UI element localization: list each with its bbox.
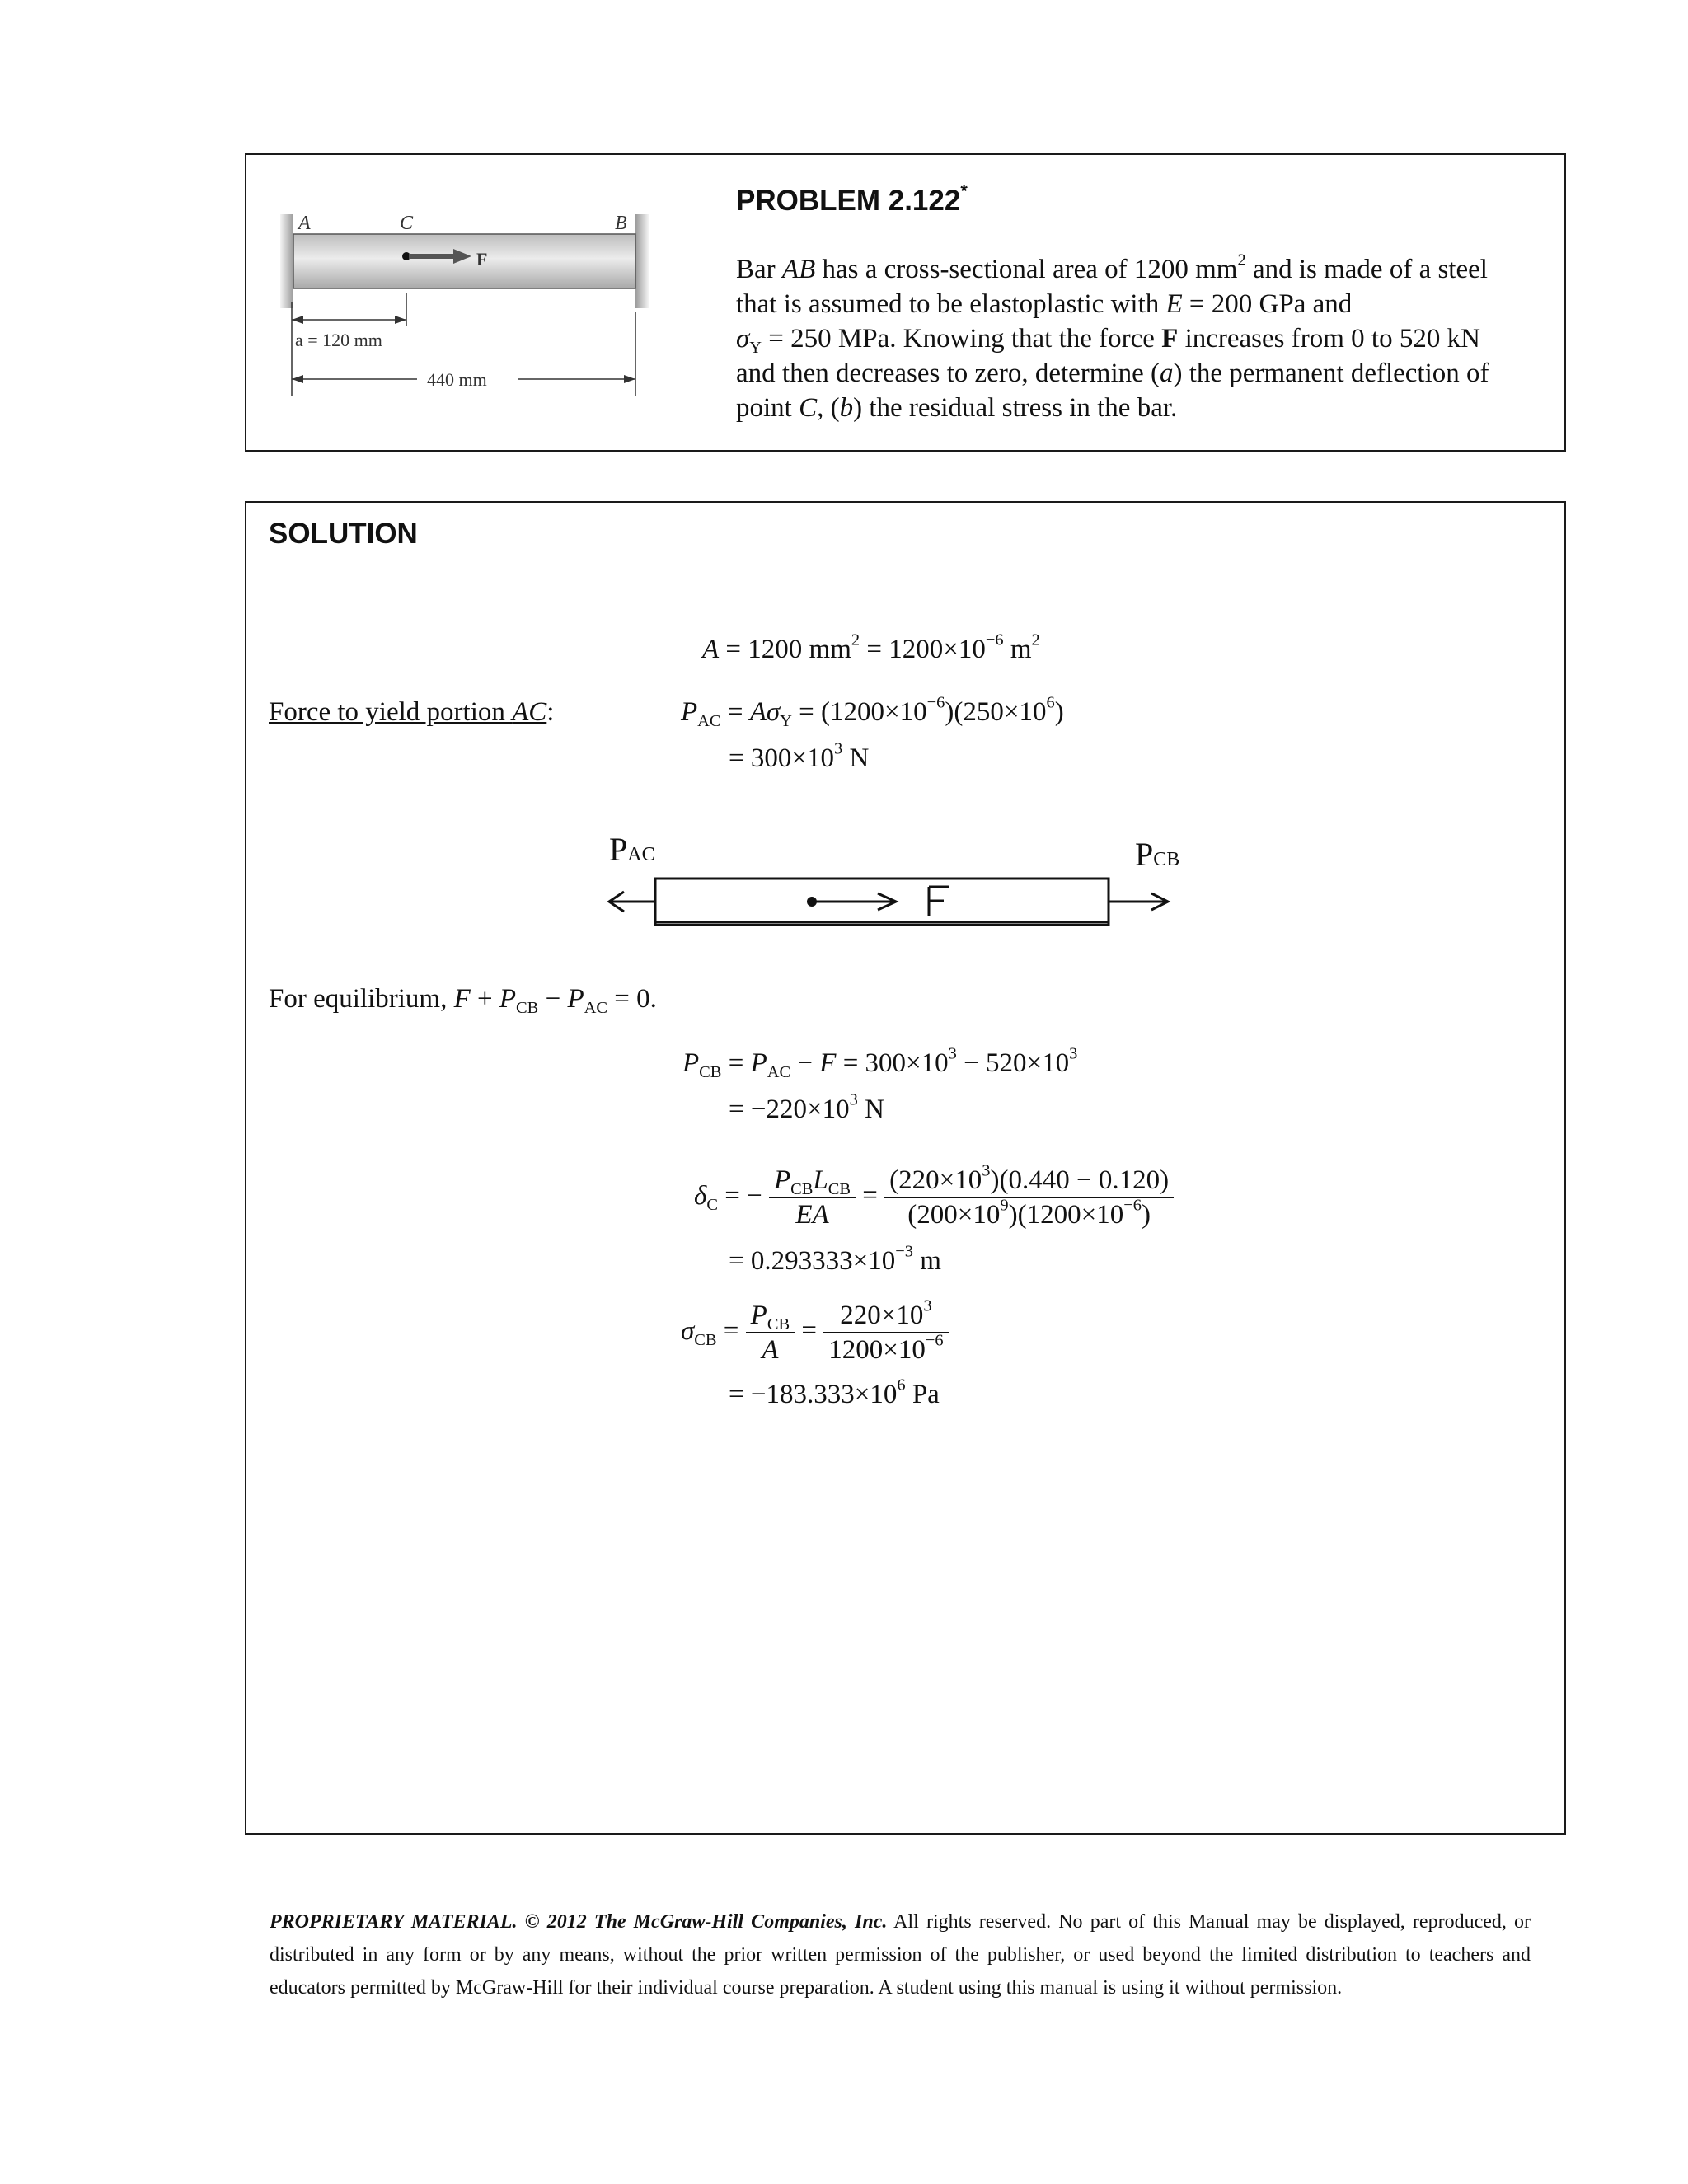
figure-label-f: F [476, 249, 488, 269]
figure-label-c: C [400, 213, 414, 234]
yield-label: Force to yield portion AC: [269, 697, 555, 727]
problem-statement [736, 252, 1531, 425]
deflection-fraction-numeric: $\frac{(220\times 10^3)(0.440 - 0.120)}{(200\times 10^9)(1200\times 10^{-6})}$ [884, 1164, 1174, 1231]
copyright-footer [270, 1905, 1531, 2004]
equilibrium-statement: For equilibrium, $F + P_{CB} - P_{AC} = 0$. [269, 984, 657, 1018]
problem-title: PROBLEM 2.122* [736, 180, 968, 217]
pac-equation: $P_{AC} = A\sigma_Y = (1200\times 10^{-6})(250\times 10^6)$ [681, 693, 1064, 731]
solution-title: SOLUTION [269, 518, 418, 550]
footer-bold: PROPRIETARY MATERIAL. © 2012 The McGraw-Hill Companies, Inc. [270, 1911, 888, 1933]
figure-label-b: B [615, 213, 627, 234]
footer-text: All rights reserved. No part of this Manual may be displayed, reproduced, or distributed in any form or by any means, without the prior written permission of the publisher, or used beyond the limited distribution to teachers and educators permitted by McGraw-Hill for their individual course preparation. A student using this manual is using it without permission. [270, 1911, 1531, 1999]
problem-line: that is assumed to be elastoplastic with E = 200 GPa and [736, 289, 1353, 319]
stress-fraction-numeric: $\frac{220\times 10^3}{1200\times 10^{-6}}$ [823, 1299, 948, 1366]
problem-line: point C, (b) the residual stress in the bar. [736, 393, 1178, 423]
pcb-result: = $-220\times 10^3$ N [729, 1090, 884, 1124]
pcb-equation: $P_{CB} = P_{AC} - F = 300\times 10^3 - 520\times 10^3$ [682, 1044, 1078, 1082]
figure-label-a: A [298, 213, 311, 234]
bar-ab [293, 234, 635, 288]
right-wall [635, 214, 649, 308]
stress-fraction-symbolic: $\frac{P_{CB}}{A}$ [746, 1299, 795, 1366]
deflection-fraction-symbolic: $\frac{P_{CB}L_{CB}}{EA}$ [769, 1164, 856, 1231]
stress-equation: $\sigma_{CB}$ = $\frac{P_{CB}}{A}$ = $\frac{220\times 10^3}{1200\times 10^{-6}}$ [681, 1299, 949, 1366]
stress-result: = $-183.333\times 10^6$ Pa [729, 1376, 940, 1409]
problem-line: $\sigma_Y = 250$ MPa. Knowing that the force F increases from 0 to 520 kN [736, 324, 1480, 358]
bar-figure [272, 204, 668, 396]
problem-line: and then decreases to zero, determine (a) the permanent deflection of [736, 359, 1489, 388]
sketch-label-pcb: PCB [1135, 836, 1180, 873]
free-body-sketch [598, 824, 1191, 940]
force-arrow-shaft [409, 254, 455, 259]
problem-line: Bar AB has a cross-sectional area of 1200 $mm^2$ and is made of a steel [736, 251, 1488, 284]
left-wall [280, 214, 293, 308]
sketch-label-pac: PAC [609, 831, 655, 868]
pac-result: = $300\times 10^3$ N [729, 739, 870, 773]
figure-dim-total: 440 mm [427, 369, 487, 390]
deflection-equation: $\delta_C$ = − $\frac{P_{CB}L_{CB}}{EA}$ = $\frac{(220\times 10^3)(0.440 - 0.120)}{(200\times 10^9)(1200\times 10^{-6})}$ [694, 1164, 1174, 1231]
figure-dim-a: a = 120 mm [295, 330, 382, 350]
deflection-result: = $0.293333\times 10^{-3}$ m [729, 1242, 941, 1276]
area-equation: A = 1200 $mm^2 = 1200\times 10^{-6}$ $m^2$ [702, 630, 1040, 664]
